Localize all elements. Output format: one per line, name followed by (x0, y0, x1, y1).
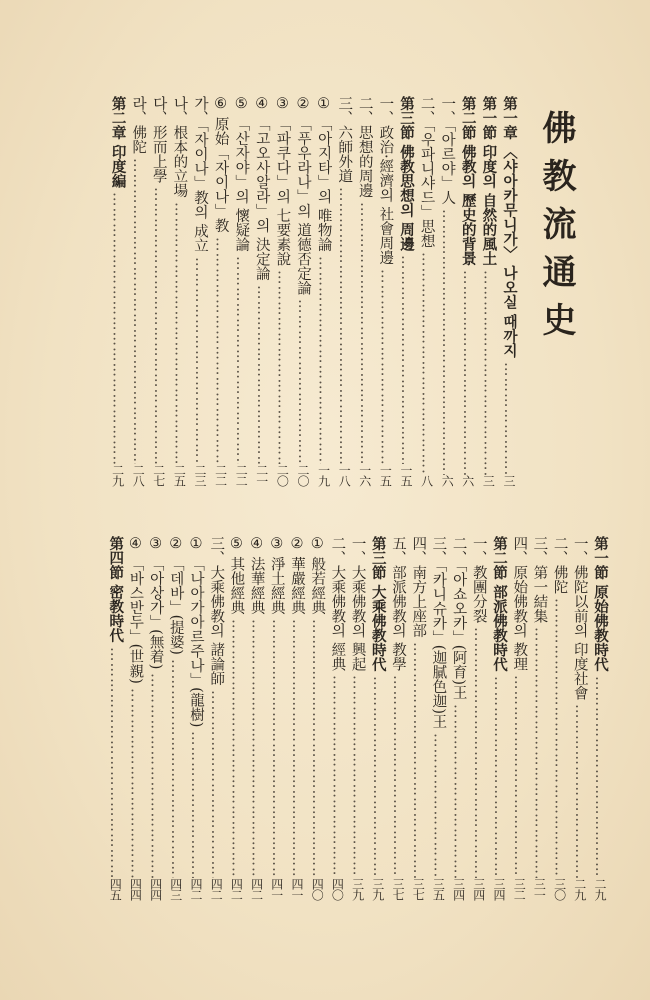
toc-entry (427, 536, 449, 900)
toc-entry (528, 536, 550, 900)
toc-entry-label: ④ 「고오사알라」의 決定論 (253, 96, 270, 281)
toc-entry-page: 一八 (337, 464, 352, 486)
toc-entry-label: 一、佛陀以前의 印度社會 (571, 536, 588, 701)
leader-dots (569, 700, 591, 878)
toc-entry-label: 第四節 密教時代 (107, 536, 125, 643)
leader-dots (225, 615, 247, 878)
toc-entry-label: 三、大乘佛教의 諸論師 (208, 536, 225, 686)
toc-entry (468, 536, 490, 900)
leader-dots (407, 638, 429, 879)
leader-dots (416, 248, 438, 475)
toc-entry (205, 536, 227, 900)
toc-entry-page: 三七 (411, 878, 426, 900)
leader-dots (333, 183, 355, 464)
toc-entry (185, 536, 207, 900)
toc-entry-page: 四二 (229, 878, 244, 900)
leader-dots (246, 615, 268, 878)
leader-dots (145, 669, 167, 878)
leader-dots (528, 623, 550, 878)
toc-entry (292, 96, 314, 486)
leader-dots (347, 671, 369, 878)
leader-dots (477, 266, 499, 475)
toc-entry (313, 96, 335, 486)
leader-dots (448, 700, 470, 878)
toc-entry-page: 四四 (148, 878, 163, 900)
toc-entry (488, 536, 510, 900)
toc-entry-label: ③ 「파쿠다」의 七要素說 (274, 96, 291, 267)
toc-entry-label: 二、大乘佛教의 經典 (329, 536, 346, 672)
toc-entry (448, 536, 470, 900)
toc-entry-page: 四三 (168, 878, 183, 900)
toc-entry-label: 第二章 印度編 (109, 96, 127, 189)
leader-dots (367, 672, 389, 878)
toc-entry-page: 四〇 (330, 878, 345, 900)
toc-entry (416, 96, 438, 486)
toc-entry-label: 三、六師外道 (336, 96, 353, 183)
toc-entry-label: ⑤ 「산자야」의 懷疑論 (233, 96, 250, 252)
toc-entry-page: 二八 (131, 464, 146, 486)
leader-dots (488, 672, 510, 878)
toc-entry-page: 三〇 (552, 878, 567, 900)
toc-entry-label: 第三節 佛教思想의 周邊 (398, 96, 415, 252)
toc-entry-label: ⑥ 原始「자이나」教 (212, 96, 229, 233)
toc-entry-label: 第三節 大乘佛教時代 (369, 536, 387, 672)
toc-entry (326, 536, 348, 900)
toc-entry-page: 二〇 (275, 464, 290, 486)
leader-dots (127, 154, 149, 464)
toc-entry-page: 四一 (290, 878, 304, 900)
toc-entry-page: 三九 (370, 878, 385, 900)
leader-dots (189, 253, 211, 464)
leader-dots (457, 266, 479, 475)
toc-entry-label: 가、「자이나」教의 成立 (192, 96, 208, 253)
toc-entry-label: 一、政治·經濟의 社會周邊 (377, 96, 394, 265)
toc-entry (230, 96, 252, 486)
leader-dots (498, 358, 520, 475)
toc-entry (189, 96, 211, 486)
toc-entry (354, 96, 376, 486)
leader-dots (271, 266, 293, 464)
toc-entry-page: 四二 (189, 878, 203, 900)
leader-dots (436, 205, 458, 475)
toc-entry (246, 536, 268, 900)
toc-entry (407, 536, 429, 900)
toc-entry-page: 二五 (172, 464, 187, 486)
toc-entry-label: ② 「데바」(提婆) (167, 536, 184, 655)
toc-entry-label: 第二節 佛教의 歷史的背景 (459, 96, 477, 266)
toc-entry-page: 三二 (512, 878, 527, 900)
toc-entry-label: 二、思想的周邊 (356, 96, 373, 198)
toc-entry (589, 536, 611, 900)
toc-entry (347, 536, 369, 900)
toc-entry-label: ⑤ 其他經典 (228, 536, 245, 615)
toc-entry (374, 96, 396, 486)
leader-dots (107, 188, 129, 464)
toc-entry-label: 一、「아르야」人 (439, 96, 456, 205)
toc-entry-label: 第一節 印度의 自然的風土 (480, 96, 498, 266)
toc-entry (306, 536, 328, 900)
toc-entry-label: ① 「나아가아르주나」(龍樹) (188, 536, 204, 728)
toc-entry-label: ① 「아지타」의 唯物論 (315, 96, 332, 252)
toc-entry (569, 536, 591, 900)
toc-entry-page: 一九 (316, 464, 331, 486)
leader-dots (326, 671, 348, 878)
leader-dots (210, 233, 232, 464)
toc-entry (549, 536, 571, 900)
toc-entry (266, 536, 288, 900)
toc-entry (210, 96, 232, 486)
toc-entry-label: 四、原始佛教의 教理 (511, 536, 528, 672)
toc-entry (107, 96, 129, 486)
toc-entry-label: 나、根本的立場 (171, 96, 188, 198)
toc-entry-label: 一、教團分裂 (470, 536, 487, 623)
toc-entry (251, 96, 273, 486)
toc-entry-label: 一、大乘佛教의 興起 (349, 536, 366, 672)
leader-dots (148, 183, 170, 464)
toc-entry-page: 四五 (108, 878, 123, 900)
toc-entry-page: 四四 (128, 878, 143, 900)
leader-dots (292, 295, 314, 464)
toc-entry-page: 六 (440, 475, 455, 486)
toc-entry-page: 三七 (391, 878, 405, 900)
toc-entry-page: 二三 (193, 464, 207, 486)
leader-dots (286, 615, 308, 878)
leader-dots (387, 671, 409, 878)
toc-entry-page: 六 (460, 475, 475, 486)
toc-entry-page: 二九 (110, 464, 125, 486)
toc-entry-label: 二、佛陀 (551, 536, 568, 594)
toc-entry-label: 第一章 〈샤아카무니가〉 나오실 때까지 (501, 96, 518, 358)
toc-entry (508, 536, 530, 900)
toc-entry (165, 536, 187, 900)
toc-entry-label: ④ 法華經典 (248, 536, 265, 615)
toc-entry-label: 第一節 原始佛教時代 (592, 536, 609, 672)
toc-entry-page: 三一 (532, 878, 547, 900)
toc-entry-label: 三、第一結集 (531, 536, 548, 623)
toc-entry-page: 二九 (593, 878, 607, 900)
toc-entry (367, 536, 389, 900)
toc-top-section (95, 96, 525, 486)
toc-entry-label: 二、「아쇼오카」(阿育)王 (450, 536, 467, 700)
toc-entry-page: 二二 (213, 464, 228, 486)
toc-entry-page: 四〇 (310, 878, 325, 900)
leader-dots (266, 615, 288, 878)
leader-dots (395, 251, 417, 464)
toc-entry-page: 一五 (378, 464, 393, 486)
toc-entry-page: 八 (419, 475, 434, 486)
toc-entry-label: 다、形而上學 (150, 96, 167, 183)
toc-entry-label: ③ 淨土經典 (268, 536, 285, 615)
leader-dots (124, 684, 146, 878)
toc-entry-page: 三四 (451, 878, 466, 900)
toc-entry-label: 라、佛陀 (130, 96, 147, 154)
toc-entry-page: 三五 (431, 878, 446, 900)
toc-entry-page: 四二 (209, 878, 224, 900)
toc-entry-page: 三 (502, 475, 516, 486)
toc-entry-label: ① 般若經典 (309, 536, 326, 615)
leader-dots (468, 623, 490, 878)
leader-dots (374, 265, 396, 464)
leader-dots (427, 729, 449, 878)
toc-entry-page: 二九 (572, 878, 587, 900)
toc-entry-label: 三、「카니슈카」(迦膩色迦)王 (430, 536, 447, 729)
toc-bottom-section (95, 536, 615, 900)
leader-dots (589, 672, 611, 878)
leader-dots (185, 727, 207, 878)
toc-entry (436, 96, 458, 486)
toc-entry-label: ② 華嚴經典 (289, 536, 305, 615)
toc-entry-page: 一五 (399, 464, 413, 486)
toc-entry (477, 96, 499, 486)
toc-entry-page: 二〇 (296, 464, 310, 486)
leader-dots (165, 655, 187, 878)
leader-dots (508, 671, 530, 878)
toc-entry-label: 五、部派佛教의 教學 (390, 536, 406, 672)
toc-entry-page: 三九 (350, 878, 365, 900)
leader-dots (205, 686, 227, 878)
toc-entry-label: 四、南方上座部 (410, 536, 427, 638)
toc-entry-page: 二七 (151, 464, 166, 486)
toc-entry-page: 三 (481, 475, 496, 486)
toc-entry-label: 二、「우파니샤드」思想 (418, 96, 435, 249)
toc-entry (271, 96, 293, 486)
leader-dots (306, 615, 328, 878)
toc-entry-page: 二一 (254, 464, 269, 486)
leader-dots (251, 281, 273, 464)
toc-entry-page: 三四 (492, 878, 506, 900)
toc-entry (104, 536, 126, 900)
toc-entry-label: ④ 「바스반두」(世親) (127, 536, 144, 684)
toc-entry (225, 536, 247, 900)
leader-dots (354, 198, 376, 465)
toc-entry (168, 96, 190, 486)
toc-entry-page: 二二 (234, 464, 249, 486)
leader-dots (313, 252, 335, 464)
toc-entry-label: ② 「푸우라나」의 道德否定論 (295, 96, 311, 296)
toc-entry (498, 96, 520, 486)
toc-entry (387, 536, 409, 900)
toc-entry (127, 96, 149, 486)
toc-entry-label: ③ 「아상가」(無着) (147, 536, 164, 670)
leader-dots (230, 252, 252, 464)
page-title: 佛教流通史 (536, 110, 576, 350)
leader-dots (104, 643, 126, 878)
toc-entry (124, 536, 146, 900)
leader-dots (549, 594, 571, 878)
leader-dots (168, 198, 190, 465)
toc-entry-page: 四一 (269, 878, 284, 900)
toc-entry (148, 96, 170, 486)
toc-entry-page: 四二 (249, 878, 264, 900)
toc-entry (333, 96, 355, 486)
toc-entry (286, 536, 308, 900)
toc-entry-page: 三四 (471, 878, 486, 900)
toc-entry (395, 96, 417, 486)
toc-entry-label: 第二節 部派佛教時代 (491, 536, 508, 672)
toc-entry-page: 一六 (357, 464, 372, 486)
toc-entry (145, 536, 167, 900)
toc-entry (457, 96, 479, 486)
